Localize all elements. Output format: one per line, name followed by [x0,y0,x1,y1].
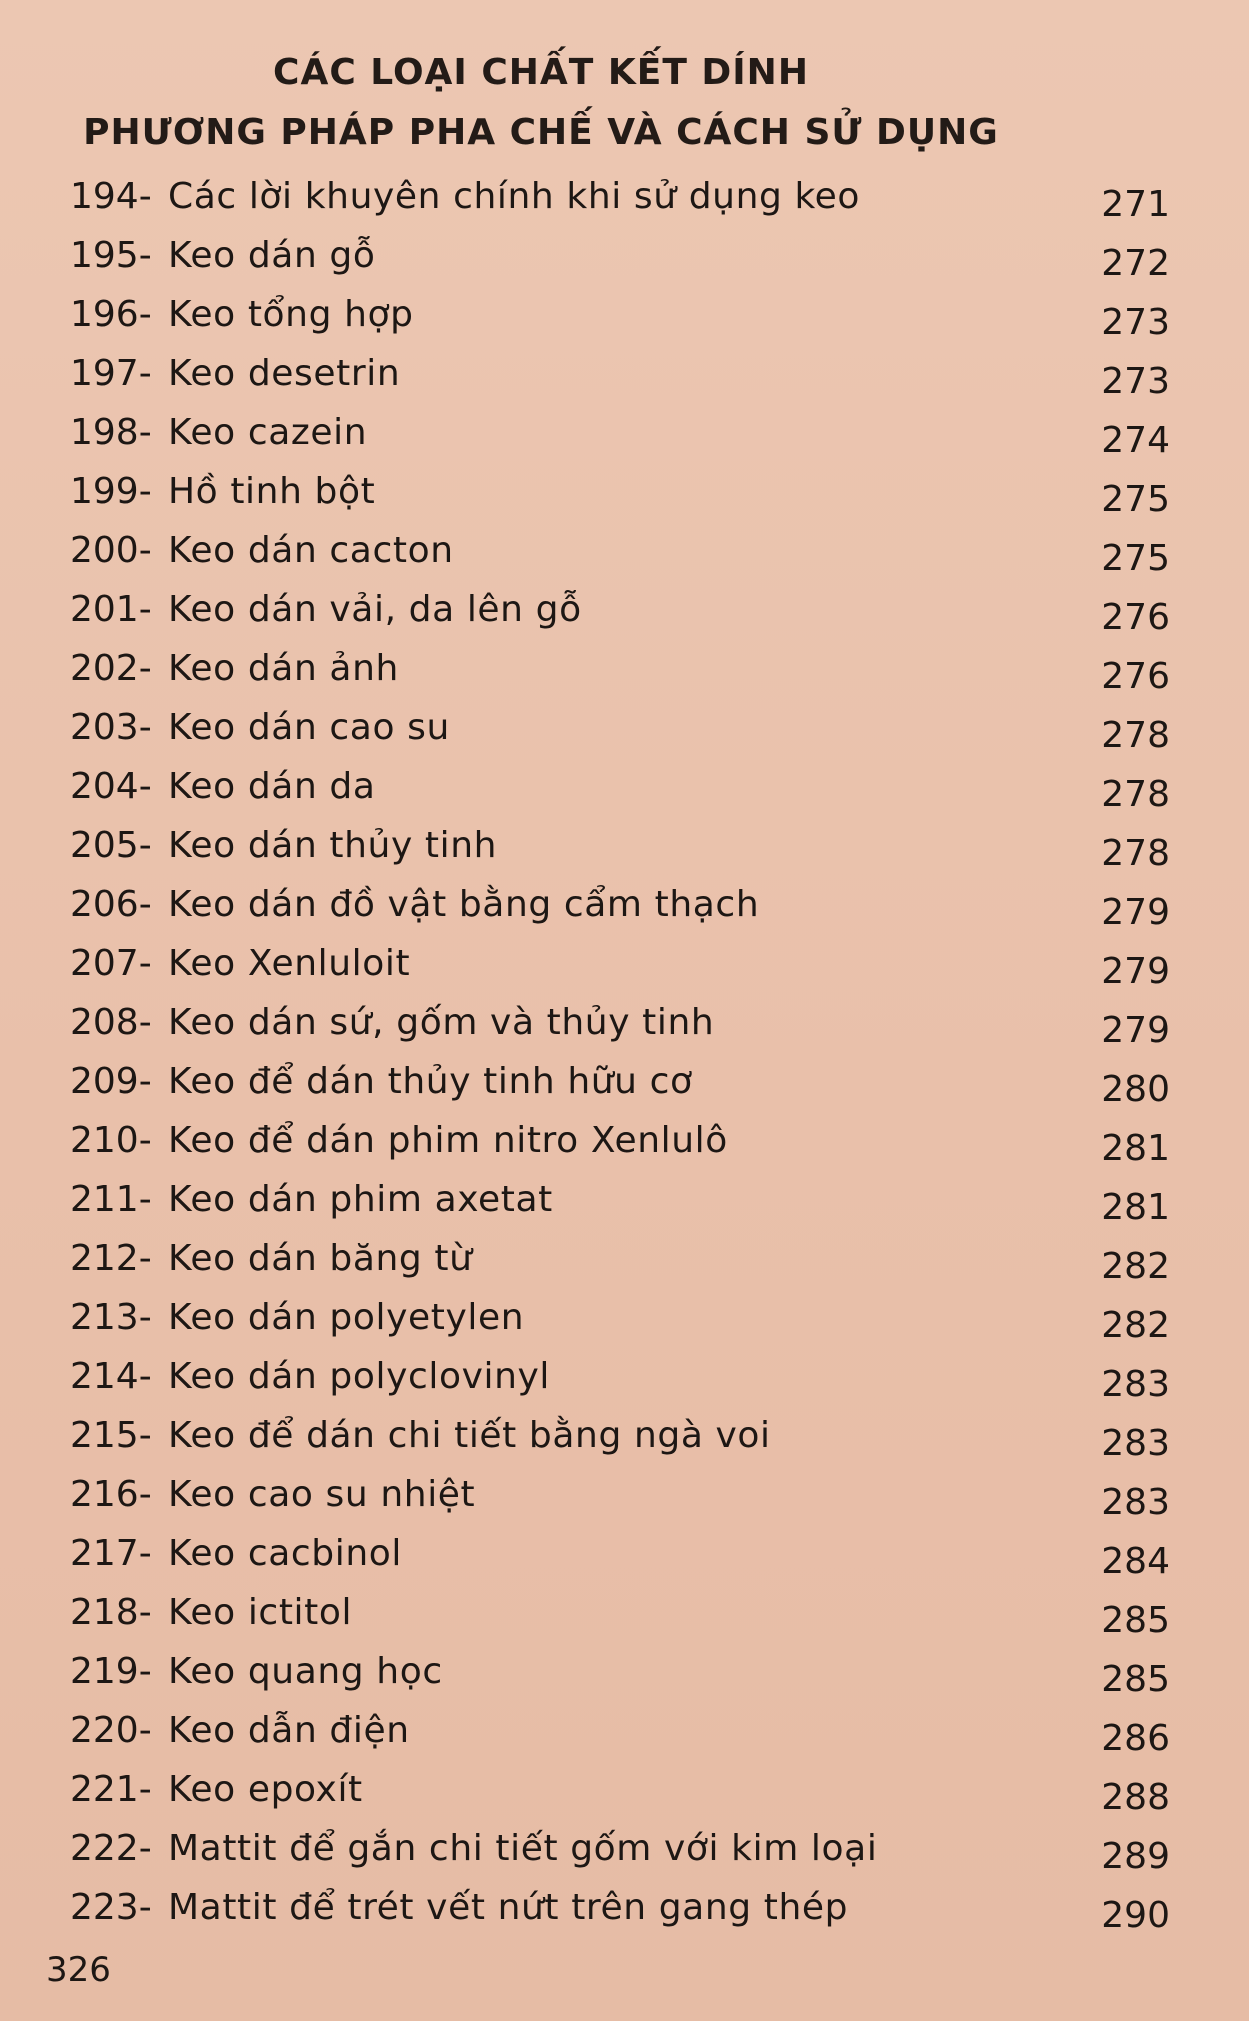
toc-item-title: Keo dán phim axetat [168,1179,553,1220]
toc-item [70,644,1170,703]
toc-item [70,1706,1170,1765]
toc-item-number: 194- [70,176,152,217]
toc-item [70,1647,1170,1706]
toc-item [70,1116,1170,1175]
toc-item [70,1352,1170,1411]
toc-item [70,1411,1170,1470]
toc-item-title: Keo cacbinol [168,1533,402,1574]
toc-item-page: 282 [1101,1246,1170,1287]
toc-item-title: Keo dán ảnh [168,648,399,689]
toc-item [70,998,1170,1057]
toc-item-number: 212- [70,1238,152,1279]
toc-item-number: 218- [70,1592,152,1633]
toc-item-title: Keo quang học [168,1651,443,1692]
toc-item-number: 204- [70,766,152,807]
toc-item-number: 214- [70,1356,152,1397]
toc-item [70,467,1170,526]
toc-item [70,1588,1170,1647]
toc-item-number: 196- [70,294,152,335]
toc-item-number: 199- [70,471,152,512]
toc-item-title: Keo dán da [168,766,376,807]
toc-item [70,290,1170,349]
toc-item-page: 279 [1101,1010,1170,1051]
toc-item-title: Keo dán polyclovinyl [168,1356,551,1397]
toc-item-number: 216- [70,1474,152,1515]
toc-item-number: 219- [70,1651,152,1692]
toc-item-page: 283 [1101,1482,1170,1523]
toc-item-page: 273 [1101,361,1170,402]
toc-item-number: 210- [70,1120,152,1161]
toc-item-title: Keo dán đồ vật bằng cẩm thạch [168,884,760,925]
toc-item-title: Keo dán cao su [168,707,450,748]
toc-item-number: 213- [70,1297,152,1338]
toc-item-title: Keo để dán thủy tinh hữu cơ [168,1061,693,1102]
toc-item [70,1883,1170,1942]
page-number: 326 [46,1950,111,1990]
toc-item-page: 282 [1101,1305,1170,1346]
toc-item-page: 272 [1101,243,1170,284]
toc-item [70,703,1170,762]
toc-item-title: Keo desetrin [168,353,401,394]
toc-item [70,408,1170,467]
toc-item-title: Keo dán thủy tinh [168,825,498,866]
toc-item [70,762,1170,821]
toc-item-page: 278 [1101,833,1170,874]
toc-item-number: 221- [70,1769,152,1810]
toc-item-page: 274 [1101,420,1170,461]
toc-item-title: Keo cazein [168,412,368,453]
toc-item [70,1529,1170,1588]
toc-item-page: 283 [1101,1423,1170,1464]
toc-item-title: Keo để dán phim nitro Xenlulô [168,1120,728,1161]
toc-item [70,880,1170,939]
toc-item-title: Mattit để trét vết nứt trên gang thép [168,1887,849,1928]
toc-item [70,821,1170,880]
toc-item-number: 200- [70,530,152,571]
toc-item-title: Keo dán băng từ [168,1238,473,1279]
toc-item [70,585,1170,644]
page-subtitle: PHƯƠNG PHÁP PHA CHẾ VÀ CÁCH SỬ DỤNG [83,112,999,153]
toc-item-number: 195- [70,235,152,276]
toc-item-number: 215- [70,1415,152,1456]
toc-item-number: 201- [70,589,152,630]
toc-item-title: Keo để dán chi tiết bằng ngà voi [168,1415,771,1456]
toc-item-title: Keo dán cacton [168,530,454,571]
toc-item-page: 279 [1101,951,1170,992]
toc-item [70,939,1170,998]
toc-item [70,1765,1170,1824]
page-title: CÁC LOẠI CHẤT KẾT DÍNH [273,52,809,93]
toc-item-page: 273 [1101,302,1170,343]
toc-item [70,172,1170,231]
toc-item-page: 275 [1101,479,1170,520]
toc-item-title: Mattit để gắn chi tiết gốm với kim loại [168,1828,878,1869]
toc-item-page: 289 [1101,1836,1170,1877]
toc-item-page: 278 [1101,715,1170,756]
toc-item [70,1824,1170,1883]
toc-item-page: 285 [1101,1659,1170,1700]
toc-item [70,1234,1170,1293]
toc-item-number: 205- [70,825,152,866]
toc-item-number: 209- [70,1061,152,1102]
toc-item-number: 208- [70,1002,152,1043]
toc-item-title: Hồ tinh bột [168,471,376,512]
toc-item-title: Keo dán sứ, gốm và thủy tinh [168,1002,715,1043]
toc-item-page: 271 [1101,184,1170,225]
toc-item-title: Keo tổng hợp [168,294,414,335]
toc-item-page: 281 [1101,1128,1170,1169]
toc-item [70,1175,1170,1234]
toc-item [70,1293,1170,1352]
toc-item-page: 288 [1101,1777,1170,1818]
toc-item-page: 280 [1101,1069,1170,1110]
toc-item-number: 207- [70,943,152,984]
toc-item [70,349,1170,408]
toc-item-number: 211- [70,1179,152,1220]
toc-item-number: 223- [70,1887,152,1928]
toc-item-number: 217- [70,1533,152,1574]
toc-item-title: Keo dán gỗ [168,235,376,276]
toc-item-page: 276 [1101,597,1170,638]
toc-item [70,1057,1170,1116]
toc-item-page: 278 [1101,774,1170,815]
toc-item-title: Keo ictitol [168,1592,353,1633]
toc-item-title: Keo dán vải, da lên gỗ [168,589,582,630]
toc-item-number: 198- [70,412,152,453]
toc-item-number: 206- [70,884,152,925]
toc-item-number: 203- [70,707,152,748]
toc-item-page: 284 [1101,1541,1170,1582]
toc-item-page: 290 [1101,1895,1170,1936]
table-of-contents [70,172,1170,1942]
toc-item-page: 285 [1101,1600,1170,1641]
toc-item-page: 279 [1101,892,1170,933]
toc-item-number: 222- [70,1828,152,1869]
toc-item [70,231,1170,290]
toc-item-page: 276 [1101,656,1170,697]
toc-item-page: 283 [1101,1364,1170,1405]
toc-item-page: 281 [1101,1187,1170,1228]
toc-item-title: Keo dán polyetylen [168,1297,525,1338]
toc-item [70,1470,1170,1529]
toc-item-title: Keo cao su nhiệt [168,1474,476,1515]
toc-item-title: Keo epoxít [168,1769,363,1810]
toc-item-title: Keo dẫn điện [168,1710,410,1751]
toc-item-page: 286 [1101,1718,1170,1759]
toc-item-number: 197- [70,353,152,394]
toc-item-title: Keo Xenluloit [168,943,411,984]
toc-item-title: Các lời khuyên chính khi sử dụng keo [168,176,861,217]
toc-item-number: 220- [70,1710,152,1751]
toc-item-page: 275 [1101,538,1170,579]
toc-item [70,526,1170,585]
toc-item-number: 202- [70,648,152,689]
